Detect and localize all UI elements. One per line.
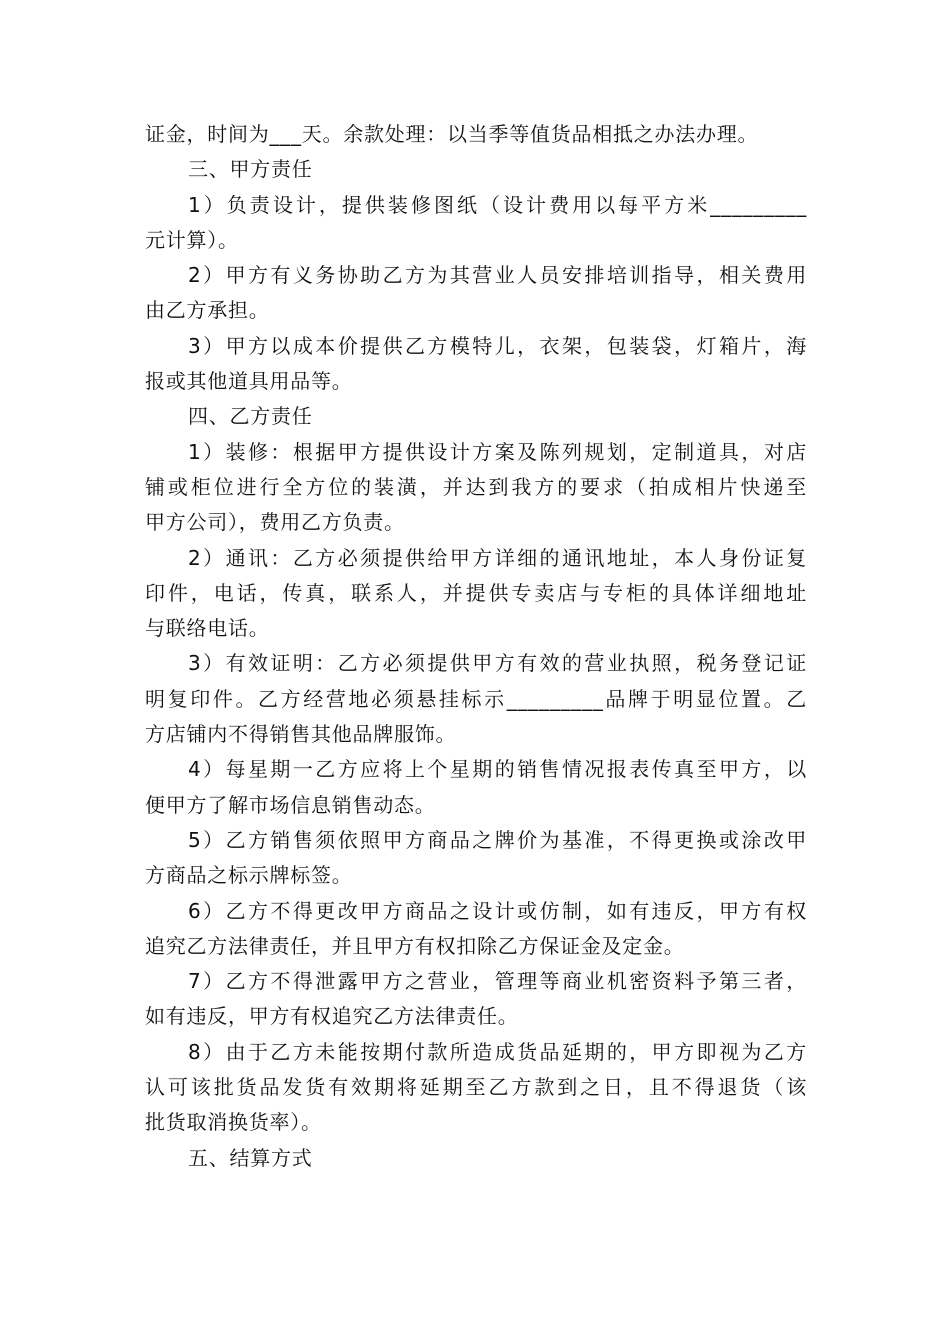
text-line: 五、结算方式 (188, 1145, 313, 1170)
text-line: 与联络电话。 (145, 616, 270, 641)
text-line: 6）乙方不得更改甲方商品之设计或仿制，如有违反，甲方有权 (188, 898, 807, 923)
text-line: 报或其他道具用品等。 (145, 369, 353, 394)
text-line: 7）乙方不得泄露甲方之营业，管理等商业机密资料予第三者， (188, 969, 807, 994)
text-line: 2）甲方有义务协助乙方为其营业人员安排培训指导，相关费用 (188, 263, 807, 288)
text-line: 甲方公司），费用乙方负责。 (145, 510, 405, 535)
text-line: 铺或柜位进行全方位的装潢，并达到我方的要求（拍成相片快递至 (145, 474, 807, 499)
text-line: 1）装修：根据甲方提供设计方案及陈列规划，定制道具，对店 (188, 439, 807, 464)
text-line: 印件，电话，传真，联系人，并提供专卖店与专柜的具体详细地址 (145, 580, 807, 605)
text-line: 明复印件。乙方经营地必须悬挂标示_________品牌于明显位置。乙 (145, 686, 807, 711)
text-line: 证金，时间为___天。余款处理：以当季等值货品相抵之办法办理。 (145, 122, 759, 146)
text-line: 方商品之标示牌标签。 (145, 863, 353, 888)
text-line: 四、乙方责任 (188, 404, 313, 429)
text-line: 3）有效证明：乙方必须提供甲方有效的营业执照，税务登记证 (188, 651, 807, 676)
text-line: 2）通讯：乙方必须提供给甲方详细的通讯地址，本人身份证复 (188, 545, 807, 570)
document-body (145, 117, 807, 1176)
text-line: 认可该批货品发货有效期将延期至乙方款到之日，且不得退货（该 (145, 1075, 807, 1100)
text-line: 方店铺内不得销售其他品牌服饰。 (145, 722, 457, 747)
text-line: 5）乙方销售须依照甲方商品之牌价为基准，不得更换或涂改甲 (188, 827, 807, 852)
text-line: 元计算）。 (145, 227, 239, 252)
text-line: 批货取消换货率）。 (145, 1110, 322, 1135)
text-line: 如有违反，甲方有权追究乙方法律责任。 (145, 1004, 519, 1029)
text-line: 便甲方了解市场信息销售动态。 (145, 792, 436, 817)
text-line: 8）由于乙方未能按期付款所造成货品延期的，甲方即视为乙方 (188, 1039, 807, 1064)
text-line: 1）负责设计，提供装修图纸（设计费用以每平方米_________ (188, 192, 807, 217)
text-line: 4）每星期一乙方应将上个星期的销售情况报表传真至甲方，以 (188, 757, 807, 782)
text-line: 由乙方承担。 (145, 298, 270, 323)
text-line: 三、甲方责任 (188, 157, 313, 182)
text-line: 追究乙方法律责任，并且甲方有权扣除乙方保证金及定金。 (145, 933, 685, 958)
text-line: 3）甲方以成本价提供乙方模特儿，衣架，包装袋，灯箱片，海 (188, 333, 807, 358)
